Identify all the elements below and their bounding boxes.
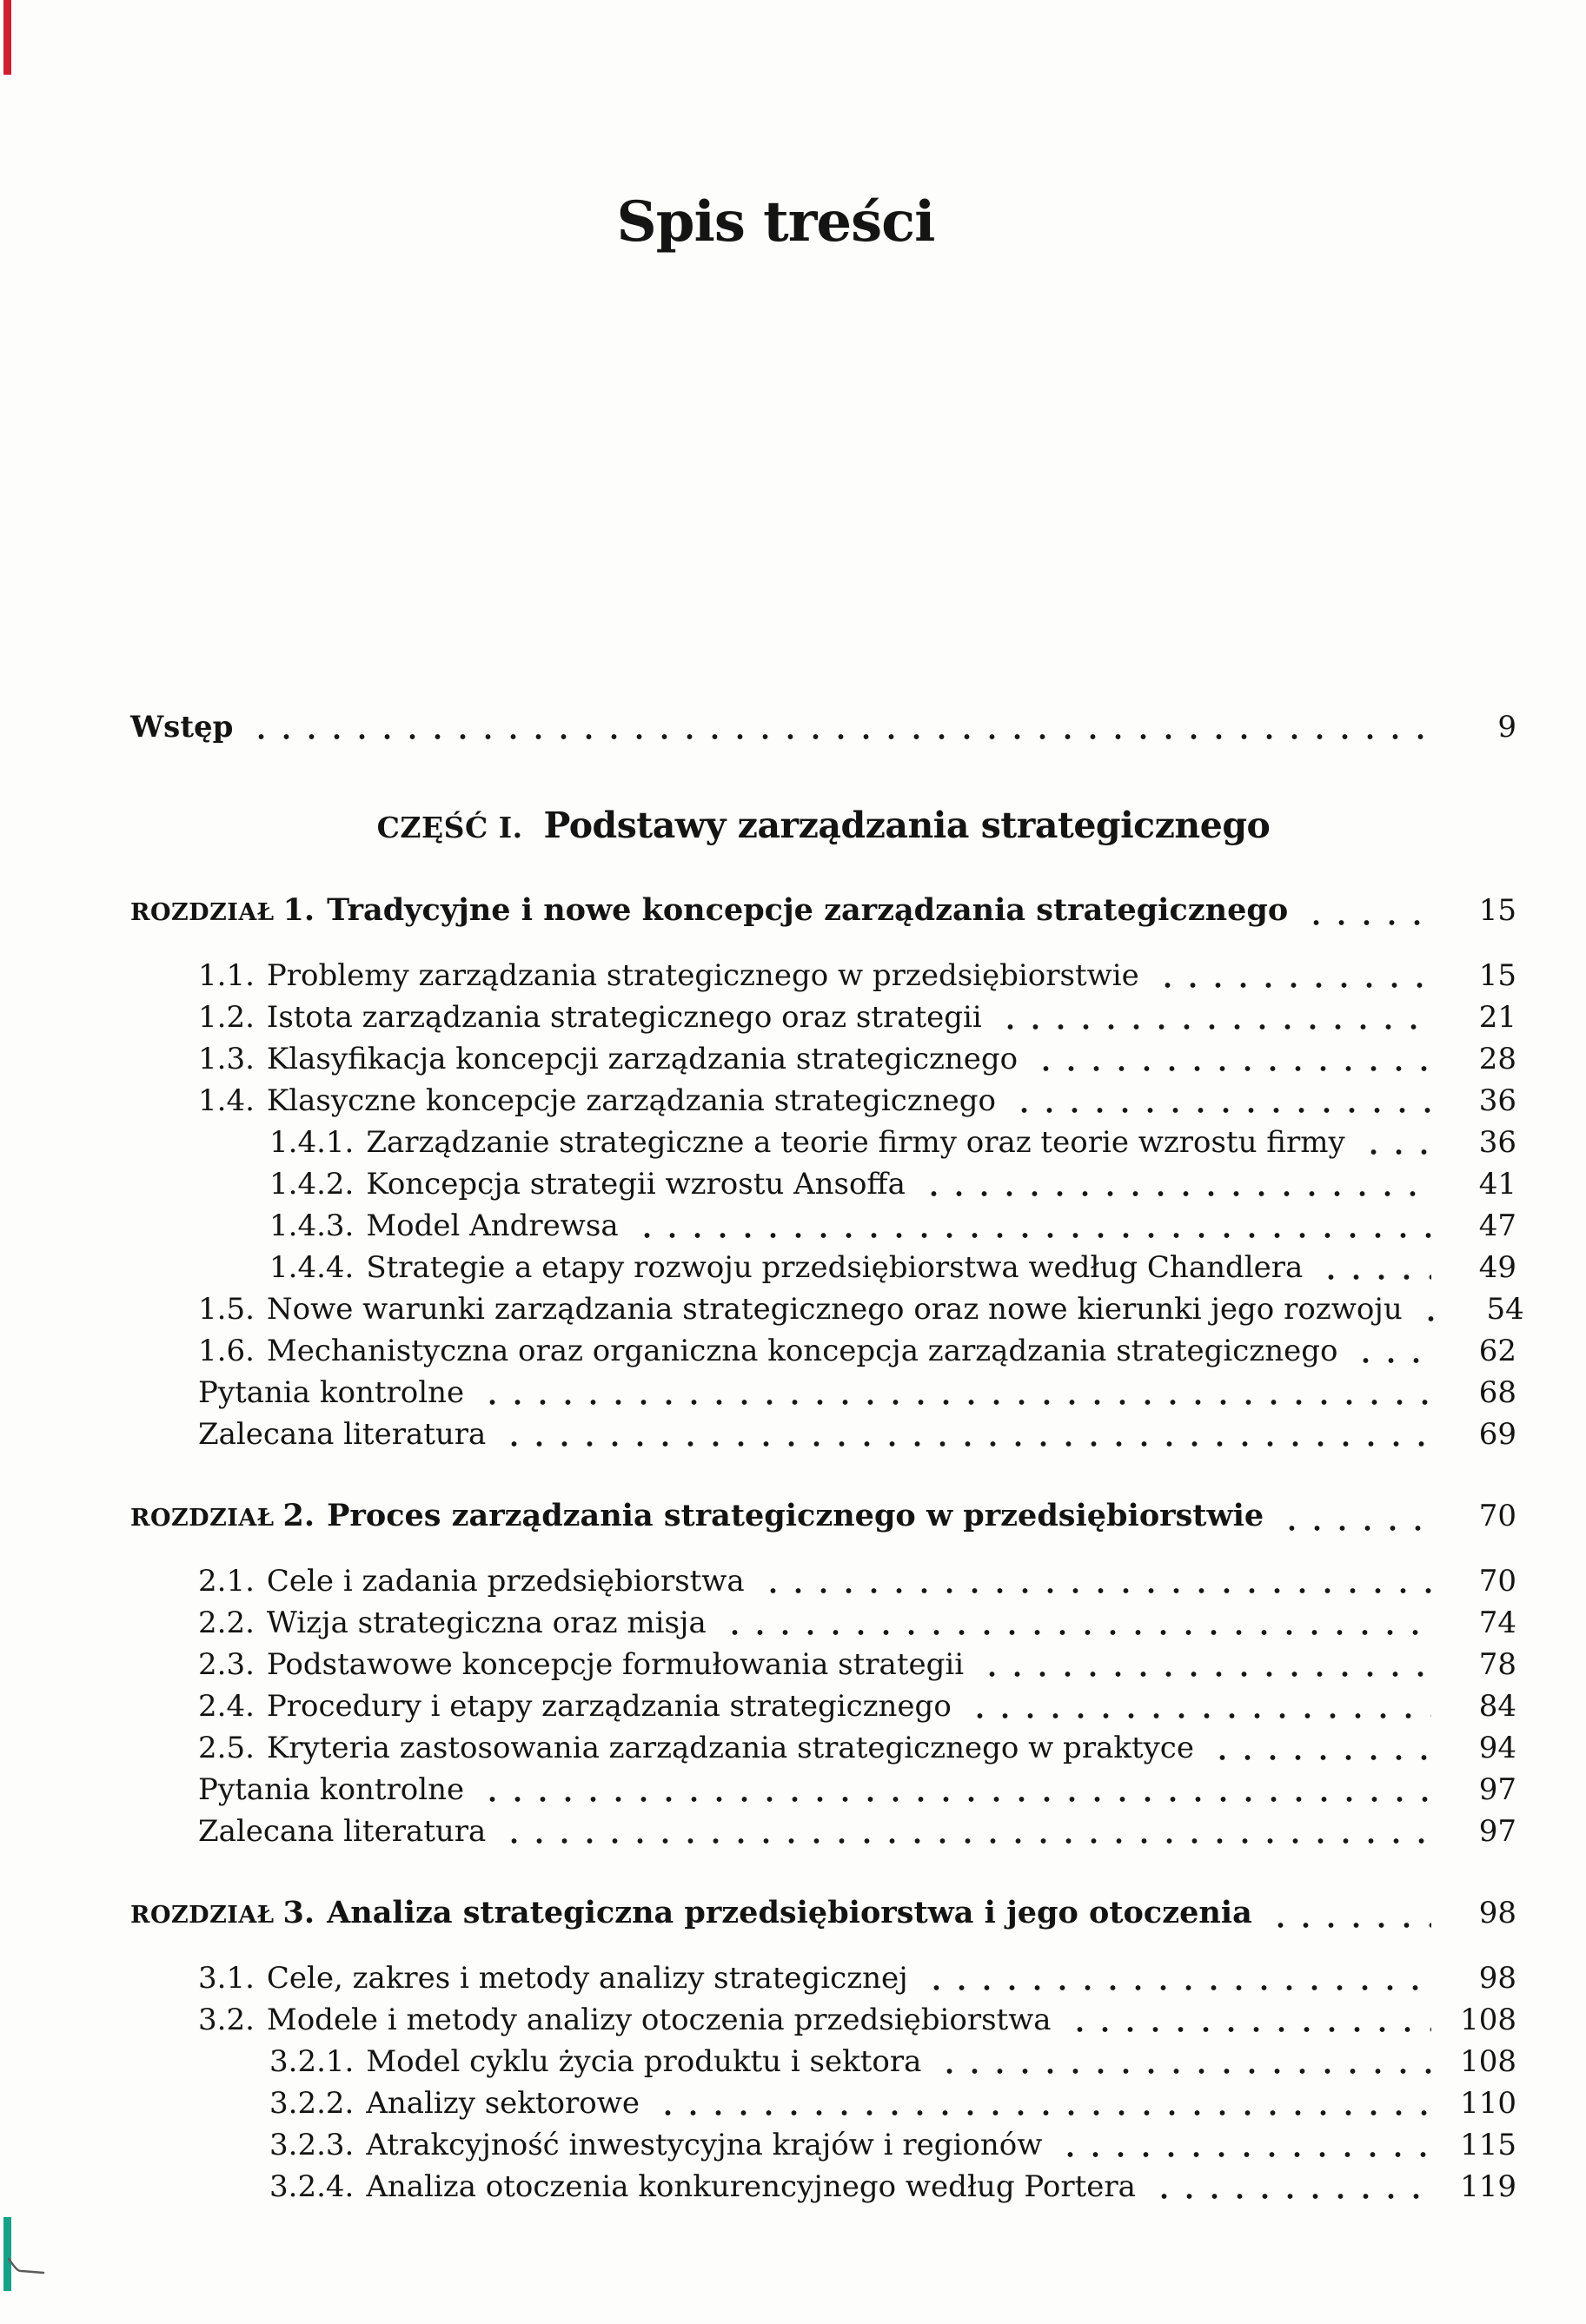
page-number: 78	[1478, 1647, 1516, 1682]
page-number: 94	[1478, 1731, 1516, 1765]
entry-number: 3.	[282, 1895, 315, 1930]
page-number: 47	[1478, 1208, 1516, 1243]
dot-leader	[1277, 1524, 1431, 1531]
page-number: 15	[1478, 958, 1516, 993]
dot-leader	[978, 1670, 1431, 1677]
dot-leader	[720, 1628, 1431, 1635]
entry-number: 2.	[282, 1498, 315, 1533]
toc-row	[269, 2041, 1516, 2082]
page-number: 36	[1478, 1083, 1516, 1118]
page-number: 36	[1478, 1125, 1516, 1160]
entry-number: 3.2.3.	[269, 2128, 355, 2162]
toc-row	[269, 1122, 1516, 1163]
page-number: 68	[1478, 1375, 1516, 1410]
toc-row	[198, 1414, 1516, 1455]
toc-row	[198, 955, 1516, 996]
page-title: Spis treści	[616, 189, 935, 255]
entry-number: 1.4.1.	[269, 1125, 355, 1160]
toc-row	[198, 1602, 1516, 1644]
scan-edge-mark-teal	[3, 2217, 11, 2291]
page-number: 70	[1478, 1564, 1516, 1599]
entry-number: 1.4.3.	[269, 1208, 355, 1243]
toc-row	[198, 1769, 1516, 1811]
dot-leader	[1302, 918, 1431, 925]
entry-label: Problemy zarządzania strategicznego w przedsiębiorstwie	[266, 958, 1139, 993]
entry-number: 2.4.	[198, 1689, 255, 1724]
entry-label: Cele, zakres i metody analizy strategicznej	[266, 1961, 908, 1996]
page-number: 70	[1478, 1499, 1516, 1533]
entry-label: Podstawowe koncepcje formułowania strategii	[266, 1647, 965, 1682]
dot-leader	[500, 1440, 1431, 1447]
entry-label: Model cyklu życia produktu i sektora	[366, 2044, 922, 2079]
entry-label: Analiza otoczenia konkurencyjnego według Portera	[366, 2169, 1136, 2204]
entry-number: 1.1.	[198, 958, 255, 993]
page-number: 119	[1460, 2169, 1516, 2204]
entry-label: Cele i zadania przedsiębiorstwa	[266, 1564, 745, 1599]
entry-label: Analiza strategiczna przedsiębiorstwa i jego otoczenia	[327, 1895, 1252, 1930]
entry-label: Wizja strategiczna oraz misja	[266, 1606, 707, 1640]
toc-row	[198, 1330, 1516, 1372]
entry-label: Nowe warunki zarządzania strategicznego oraz nowe kierunki jego rozwoju	[266, 1292, 1403, 1327]
page-number: 69	[1478, 1417, 1516, 1452]
page-number: 98	[1478, 1961, 1516, 1996]
dot-leader	[935, 2067, 1431, 2074]
entry-number: 1.5.	[198, 1292, 255, 1327]
entry-label: Modele i metody analizy otoczenia przedsiębiorstwa	[266, 2003, 1052, 2037]
page-number: 49	[1478, 1250, 1516, 1285]
pen-mark	[7, 2257, 56, 2278]
page-number: 108	[1460, 2003, 1516, 2037]
toc-row	[130, 706, 1516, 748]
toc-row	[198, 1999, 1516, 2041]
toc-row	[269, 1247, 1516, 1288]
page-number: 21	[1478, 1000, 1516, 1035]
toc-row	[269, 1205, 1516, 1247]
page-number: 98	[1478, 1896, 1516, 1930]
toc-row	[198, 996, 1516, 1038]
entry-number: 2.2.	[198, 1606, 255, 1640]
part-kicker: CZĘŚĆ I.	[376, 811, 523, 844]
toc-row	[198, 1288, 1524, 1330]
part-title: Podstawy zarządzania strategicznego	[531, 804, 1271, 846]
toc-row	[130, 1495, 1516, 1539]
entry-label: Tradycyjne i nowe koncepcje zarządzania strategicznego	[327, 892, 1289, 928]
part-heading	[130, 804, 1516, 850]
dot-leader	[478, 1398, 1431, 1405]
page-number: 108	[1460, 2044, 1516, 2079]
entry-label: Mechanistyczna oraz organiczna koncepcja zarządzania strategicznego	[266, 1334, 1338, 1368]
page-number: 97	[1478, 1814, 1516, 1849]
dot-leader	[654, 2109, 1431, 2115]
page-number: 115	[1460, 2128, 1516, 2162]
entry-number: 3.2.2.	[269, 2086, 355, 2121]
entry-label: Wstęp	[130, 710, 234, 745]
entry-number: 1.	[282, 892, 315, 928]
entry-label: Procedury i etapy zarządzania strategicznego	[266, 1689, 952, 1724]
toc-row	[130, 1892, 1516, 1937]
chapter-kicker: ROZDZIAŁ	[130, 899, 275, 926]
entry-number: 3.2.1.	[269, 2044, 355, 2079]
dot-leader	[1150, 2192, 1431, 2199]
toc-row	[198, 1038, 1516, 1080]
entry-number: 1.6.	[198, 1334, 255, 1368]
toc-row	[130, 890, 1516, 934]
dot-leader	[1359, 1148, 1431, 1155]
dot-leader	[1010, 1106, 1431, 1113]
dot-leader	[500, 1837, 1431, 1844]
page-number: 62	[1478, 1334, 1516, 1368]
entry-label: Pytania kontrolne	[198, 1375, 465, 1410]
entry-number: 3.2.	[198, 2003, 255, 2037]
page-number: 9	[1497, 710, 1516, 745]
toc-row	[198, 1685, 1516, 1727]
dot-leader	[1056, 2150, 1431, 2157]
toc-row	[269, 2082, 1516, 2124]
entry-number: 1.2.	[198, 1000, 255, 1035]
entry-label: Istota zarządzania strategicznego oraz strategii	[266, 1000, 982, 1035]
toc-row	[269, 2124, 1516, 2166]
entry-number: 3.2.4.	[269, 2169, 355, 2204]
page-number: 15	[1478, 893, 1516, 928]
entry-number: 1.3.	[198, 1042, 255, 1076]
chapter-kicker: ROZDZIAŁ	[130, 1902, 275, 1929]
entry-number: 2.1.	[198, 1564, 255, 1599]
toc	[130, 706, 1524, 2208]
dot-leader	[1208, 1753, 1431, 1760]
dot-leader	[996, 1023, 1431, 1030]
toc-row	[198, 1957, 1516, 1999]
page-number: 54	[1486, 1292, 1524, 1327]
toc-row	[198, 1560, 1516, 1602]
entry-label: Klasyfikacja koncepcji zarządzania strategicznego	[266, 1042, 1019, 1076]
entry-label: Model Andrewsa	[366, 1208, 619, 1243]
entry-number: 1.4.	[198, 1083, 255, 1118]
dot-leader	[1317, 1273, 1431, 1280]
page-number: 74	[1478, 1606, 1516, 1640]
page-number: 110	[1460, 2086, 1516, 2121]
toc-row	[198, 1080, 1516, 1122]
dot-leader	[1266, 1921, 1431, 1928]
toc-row	[269, 1163, 1516, 1205]
toc-row	[198, 1644, 1516, 1685]
entry-number: 1.4.4.	[269, 1250, 355, 1285]
entry-label: Zalecana literatura	[198, 1814, 487, 1849]
entry-label: Zalecana literatura	[198, 1417, 487, 1452]
toc-row	[198, 1727, 1516, 1769]
entry-label: Proces zarządzania strategicznego w przedsiębiorstwie	[327, 1498, 1264, 1533]
scan-edge-mark-red	[3, 0, 11, 75]
dot-leader	[966, 1712, 1431, 1718]
entry-number: 2.5.	[198, 1731, 255, 1765]
dot-leader	[1153, 981, 1431, 988]
dot-leader	[247, 732, 1431, 739]
entry-number: 2.3.	[198, 1647, 255, 1682]
dot-leader	[1065, 2025, 1431, 2032]
page-number: 41	[1478, 1167, 1516, 1202]
chapter-kicker: ROZDZIAŁ	[130, 1505, 275, 1532]
toc-row	[198, 1372, 1516, 1414]
entry-label: Zarządzanie strategiczne a teorie firmy oraz teorie wzrostu firmy	[366, 1125, 1345, 1160]
dot-leader	[1417, 1314, 1439, 1321]
entry-label: Strategie a etapy rozwoju przedsiębiorstwa według Chandlera	[366, 1250, 1304, 1285]
toc-row	[269, 2166, 1516, 2208]
dot-leader	[478, 1795, 1431, 1802]
page-number: 84	[1478, 1689, 1516, 1724]
entry-label: Koncepcja strategii wzrostu Ansoffa	[366, 1167, 906, 1202]
entry-label: Kryteria zastosowania zarządzania strategicznego w praktyce	[266, 1731, 1194, 1765]
page-number: 28	[1478, 1042, 1516, 1076]
entry-number: 1.4.2.	[269, 1167, 355, 1202]
toc-page	[130, 0, 1524, 2208]
dot-leader	[633, 1231, 1431, 1238]
entry-label: Analizy sektorowe	[366, 2086, 640, 2121]
entry-label: Atrakcyjność inwestycyjna krajów i regionów	[366, 2128, 1043, 2162]
dot-leader	[1351, 1356, 1431, 1363]
page-number: 97	[1478, 1772, 1516, 1807]
dot-leader	[1032, 1064, 1431, 1071]
entry-number: 3.1.	[198, 1961, 255, 1996]
dot-leader	[919, 1189, 1431, 1196]
dot-leader	[759, 1586, 1431, 1593]
entry-label: Klasyczne koncepcje zarządzania strategicznego	[266, 1083, 996, 1118]
dot-leader	[922, 1983, 1431, 1990]
toc-row	[198, 1811, 1516, 1852]
entry-label: Pytania kontrolne	[198, 1772, 465, 1807]
